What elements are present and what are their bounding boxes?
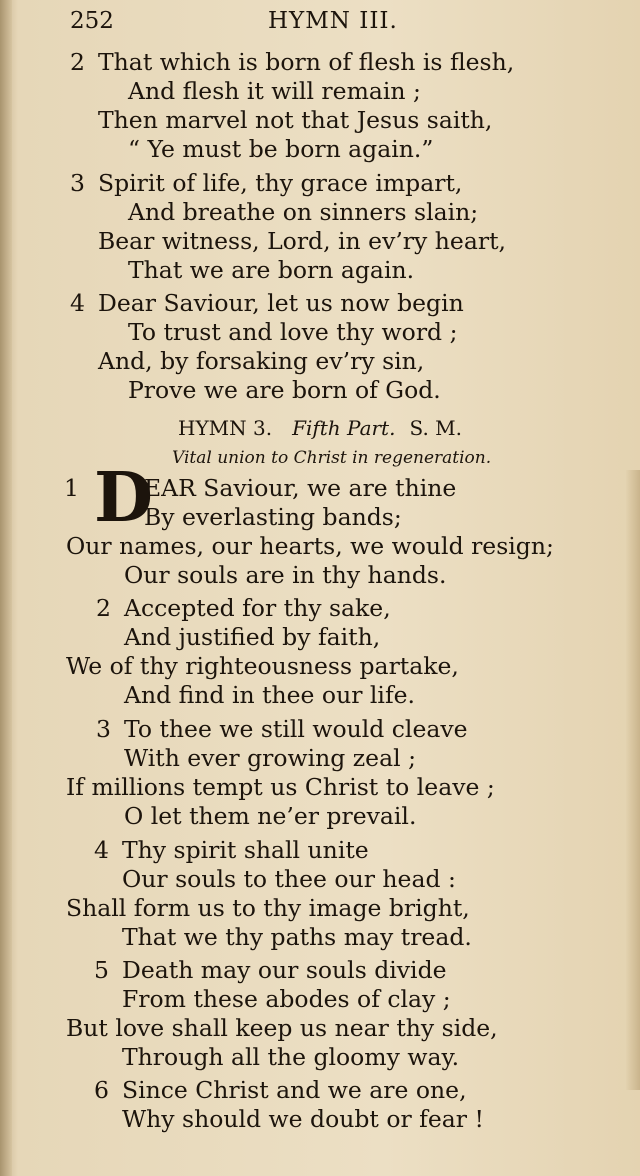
verse-line: To trust and love thy word ; <box>128 318 458 346</box>
page-number: 252 <box>70 8 114 34</box>
verse-line: Shall form us to thy image bright, <box>66 894 470 922</box>
verse-line: With ever growing zeal ; <box>124 744 417 772</box>
verse-line: And find in thee our life. <box>124 681 416 709</box>
verse-line: By everlasting bands; <box>144 503 402 531</box>
verse-line: 2 That which is born of flesh is flesh, <box>70 48 515 76</box>
verse-number: 5 <box>94 956 109 984</box>
hymn-heading <box>178 414 462 442</box>
verse-line: 4 Thy spirit shall unite <box>94 836 369 864</box>
verse-line: 6 Since Christ and we are one, <box>94 1076 467 1104</box>
verse-line: O let them ne’er prevail. <box>124 802 417 830</box>
verse-line: And breathe on sinners slain; <box>128 198 479 226</box>
verse-number: 4 <box>70 289 85 317</box>
drop-cap: D <box>94 458 153 538</box>
running-title: HYMN III. <box>268 8 398 34</box>
verse-line: From these abodes of clay ; <box>122 985 451 1013</box>
verse-line: 5 Death may our souls divide <box>94 956 447 984</box>
running-head <box>70 6 490 36</box>
verse-line: If millions tempt us Christ to leave ; <box>66 773 495 801</box>
verse-line: Our souls are in thy hands. <box>124 561 447 589</box>
verse-line: Prove we are born of God. <box>128 376 441 404</box>
hymn-subtitle: Vital union to Christ in regeneration. <box>172 448 492 468</box>
verse-line: 3 Spirit of life, thy grace impart, <box>70 169 463 197</box>
verse-number: 6 <box>94 1076 109 1104</box>
hymn-part: Fifth Part. <box>292 416 396 440</box>
verse-line: Through all the gloomy way. <box>122 1043 460 1071</box>
hymn-meter: S. M. <box>409 416 462 440</box>
verse-number: 2 <box>70 48 85 76</box>
verse-line: But love shall keep us near thy side, <box>66 1014 498 1042</box>
verse-line: Our names, our hearts, we would resign; <box>66 532 554 560</box>
verse-line: We of thy righteousness partake, <box>66 652 459 680</box>
verse-number: 3 <box>96 715 111 743</box>
verse-line: EAR Saviour, we are thine <box>144 474 457 502</box>
verse-line: And flesh it will remain ; <box>128 77 421 105</box>
verse-number: 1 <box>64 474 79 502</box>
verse-number: 4 <box>94 836 109 864</box>
verse-line: And, by forsaking ev’ry sin, <box>98 347 425 375</box>
verse-line: And justified by faith, <box>124 623 381 651</box>
verse-line: “ Ye must be born again.” <box>128 135 434 163</box>
verse-number: 2 <box>96 594 111 622</box>
verse-line: Our souls to thee our head : <box>122 865 456 893</box>
page-left-edge <box>0 0 12 1176</box>
verse-line: Why should we doubt or fear ! <box>122 1105 484 1133</box>
verse-number: 3 <box>70 169 85 197</box>
page-right-edge <box>626 470 640 1090</box>
hymn-title: HYMN 3. <box>178 416 273 440</box>
verse-line: Then marvel not that Jesus saith, <box>98 106 493 134</box>
verse-line: That we are born again. <box>128 256 415 284</box>
verse-line: Bear witness, Lord, in ev’ry heart, <box>98 227 506 255</box>
verse-line: 4 Dear Saviour, let us now begin <box>70 289 464 317</box>
verse-line: 3 To thee we still would cleave <box>96 715 468 743</box>
verse-line: 2 Accepted for thy sake, <box>96 594 391 622</box>
verse-line: That we thy paths may tread. <box>122 923 472 951</box>
